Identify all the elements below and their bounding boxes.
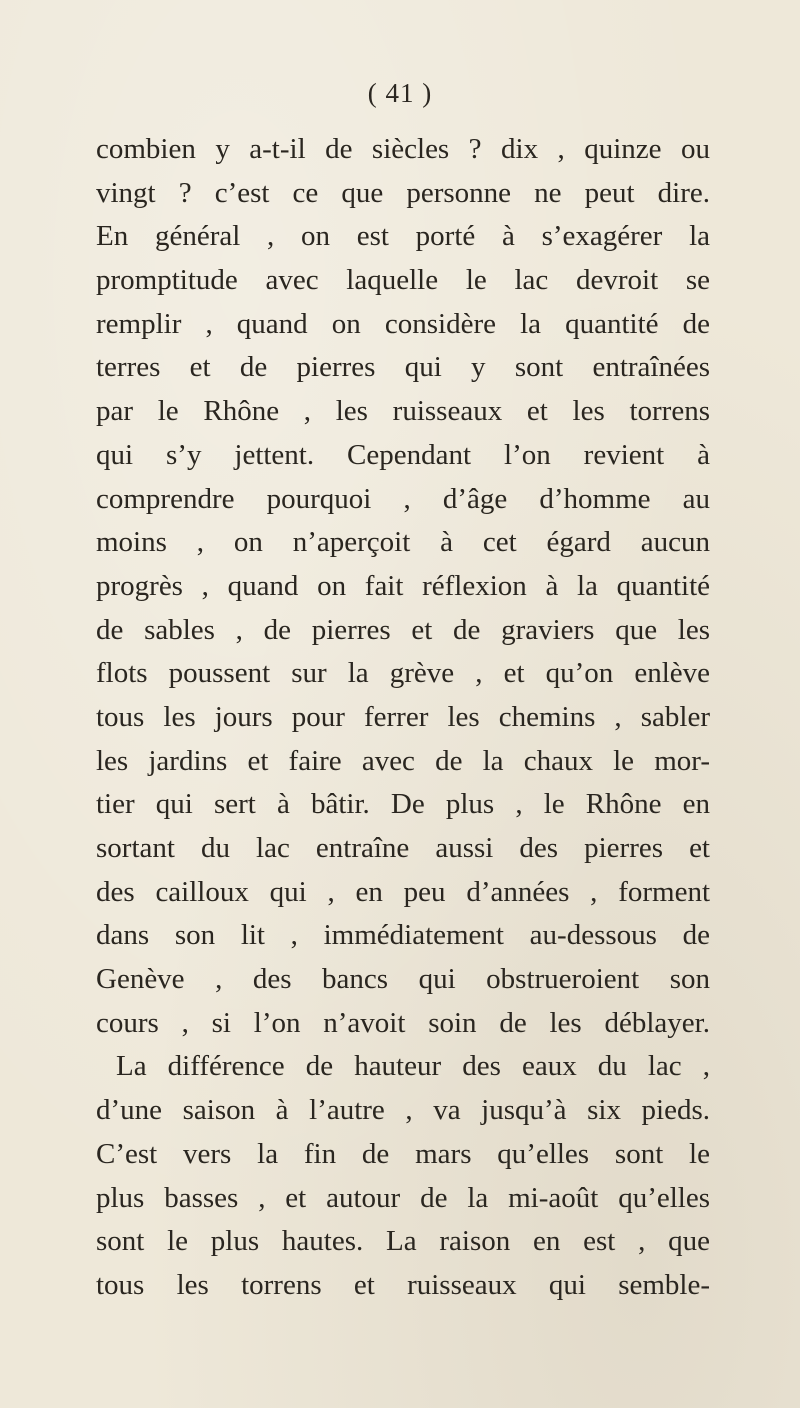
text-line: combien y a-t-il de siècles ? dix , quinze ou [96, 133, 710, 165]
text-line: C’est vers la fin de mars qu’elles sont le [96, 1137, 710, 1170]
text-line: sortant du lac entraîne aussi des pierres et [96, 832, 710, 864]
text-line: qui s’y jettent. Cependant l’on revient à [96, 438, 710, 471]
text-line: flots poussent sur la grève , et qu’on enlève [96, 657, 710, 690]
text-line: tous les torrens et ruisseaux qui semble- [96, 1268, 710, 1301]
text-line: tier qui sert à bâtir. De plus , le Rhône en [96, 788, 710, 821]
text-line: les jardins et faire avec de la chaux le mor- [96, 744, 710, 777]
text-line: de sables , de pierres et de graviers que les [96, 613, 710, 646]
text-line: dans son lit , immédiatement au-dessous de [96, 919, 710, 952]
text-line: remplir , quand on considère la quantité de [96, 307, 710, 340]
text-line: Genève , des bancs qui obstrueroient son [96, 963, 710, 996]
text-line: moins , on n’aperçoit à cet égard aucun [96, 526, 710, 559]
paragraph-first-line: La différence de hauteur des eaux du lac , [116, 1050, 710, 1083]
text-line: cours , si l’on n’avoit soin de les déblayer. [96, 1006, 710, 1039]
text-line: par le Rhône , les ruisseaux et les torrens [96, 395, 710, 428]
text-line: d’une saison à l’autre , va jusqu’à six pieds. [96, 1094, 710, 1127]
text-line: terres et de pierres qui y sont entraînées [96, 351, 710, 384]
text-line: progrès , quand on fait réflexion à la quantité [96, 569, 710, 602]
body-text [96, 128, 710, 1308]
text-line: sont le plus hautes. La raison en est , que [96, 1225, 710, 1258]
text-line: plus basses , et autour de la mi-août qu’elles [96, 1181, 710, 1214]
text-line: En général , on est porté à s’exagérer la [96, 220, 710, 253]
page-number: ( 41 ) [367, 78, 433, 108]
text-line: vingt ? c’est ce que personne ne peut dire. [96, 176, 710, 209]
text-line: des cailloux qui , en peu d’années , forment [96, 875, 710, 908]
text-line: promptitude avec laquelle le lac devroit se [96, 264, 710, 297]
text-line: comprendre pourquoi , d’âge d’homme au [96, 482, 710, 515]
text-line: tous les jours pour ferrer les chemins , sabler [96, 700, 710, 733]
